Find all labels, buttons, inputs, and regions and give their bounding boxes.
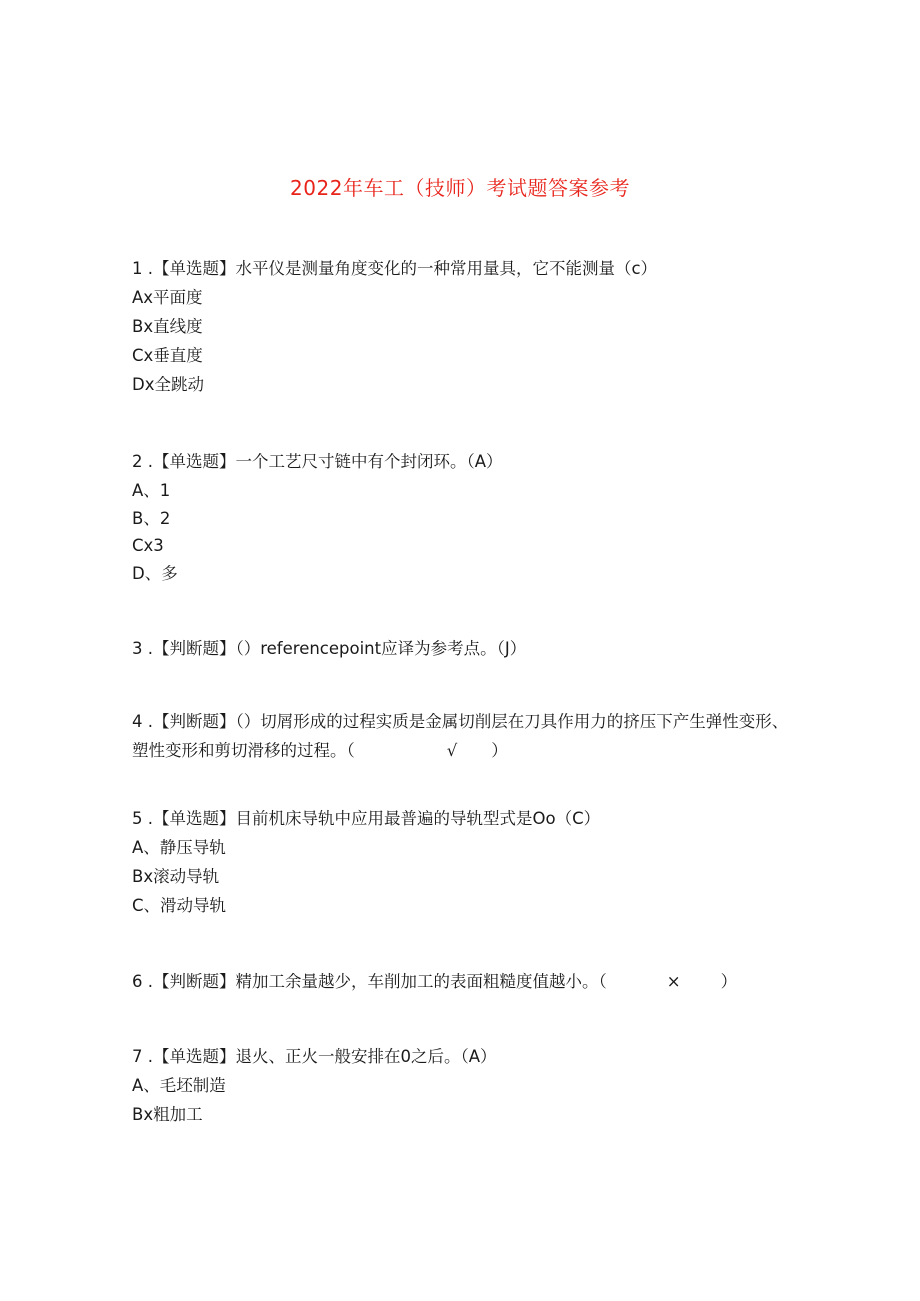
question-1-option-b: Bx直线度 xyxy=(132,317,203,336)
question-7-option-a: A、毛坯制造 xyxy=(132,1076,226,1095)
question-5-option-c: C、滑动导轨 xyxy=(132,896,227,915)
question-6-answer: × xyxy=(666,972,681,991)
question-2-option-a: A、1 xyxy=(132,481,171,500)
question-7-stem: 7 .【单选题】退火、正火一般安排在0之后。（A） xyxy=(132,1047,497,1066)
question-1-option-d: Dx全跳动 xyxy=(132,375,204,394)
question-1-stem: 1 .【单选题】水平仪是测量角度变化的一种常用量具，它不能测量（c） xyxy=(132,259,658,278)
document-title: 2022年车工（技师）考试题答案参考 xyxy=(290,176,630,200)
question-3-stem: 3 .【判断题】（）referencepoint应译为参考点。（J） xyxy=(132,639,527,658)
question-5-stem: 5 .【单选题】目前机床导轨中应用最普遍的导轨型式是Oo（C） xyxy=(132,809,601,828)
question-4-close: ） xyxy=(491,741,508,760)
question-4-stem: 4 .【判断题】（）切屑形成的过程实质是金属切削层在刀具作用力的挤压下产生弹性变形、塑性变形和剪切滑移的过程。（ xyxy=(132,712,789,760)
question-1-option-c: Cx垂直度 xyxy=(132,346,203,365)
question-5-option-a: A、静压导轨 xyxy=(132,838,226,857)
question-2-option-b: B、2 xyxy=(132,509,171,528)
question-2-option-c: Cx3 xyxy=(132,536,164,555)
question-1-option-a: Ax平面度 xyxy=(132,288,203,307)
question-7-option-b: Bx粗加工 xyxy=(132,1105,203,1124)
question-6-stem: 6 .【判断题】精加工余量越少，车削加工的表面粗糙度值越小。（ xyxy=(132,972,607,991)
question-5-option-b: Bx滚动导轨 xyxy=(132,867,220,886)
question-2-stem: 2 .【单选题】一个工艺尺寸链中有个封闭环。（A） xyxy=(132,452,503,471)
question-4-answer: √ xyxy=(446,741,458,760)
question-6-close: ） xyxy=(720,972,738,991)
question-6-block xyxy=(132,971,737,993)
question-2-option-d: D、多 xyxy=(132,564,178,583)
question-4-block xyxy=(132,707,792,765)
